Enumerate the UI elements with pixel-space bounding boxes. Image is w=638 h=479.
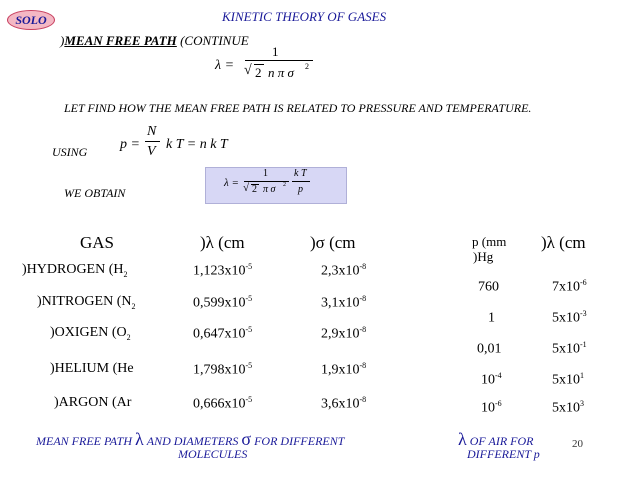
lambda-value: $0,666x10^{-5}$: [193, 395, 253, 412]
formula3-sqrt-icon: √: [243, 182, 250, 194]
formula3-numerator2: k T: [294, 168, 307, 179]
air-lambda-value: $5x10^1$: [552, 371, 584, 388]
sigma-header: )σ (cm: [310, 233, 356, 252]
lambda-value: $0,599x10^{-5}$: [193, 294, 253, 311]
air-lambda-value: $7x10^{-6}$: [552, 278, 587, 295]
formula2-rest: k T = n k T: [166, 137, 228, 152]
formula2-numerator: N: [147, 124, 157, 139]
sigma-value: $3,1x10^{-8}$: [321, 294, 367, 311]
formula2-lhs: p =: [120, 137, 140, 152]
formula1-power: 2: [305, 62, 309, 71]
lambda-value: $0,647x10^{-5}$: [193, 325, 253, 342]
sigma-value: $2,3x10^{-8}$: [321, 262, 367, 279]
formula1-lhs: λ =: [215, 58, 235, 73]
obtain-label: WE OBTAIN: [64, 186, 126, 200]
sigma-value: $3,6x10^{-8}$: [321, 395, 367, 412]
pressure-value: 1: [488, 310, 495, 326]
formula1-fraction-bar: [245, 60, 313, 61]
pressure-value: $10^{-4}$: [481, 371, 502, 388]
solo-badge: [7, 10, 55, 30]
page-title: KINETIC THEORY OF GASES: [222, 9, 387, 24]
subtitle-rest: (CONTINUE: [176, 33, 249, 48]
caption-left-line2: MOLECULES: [178, 447, 248, 461]
formula1-root: 2: [255, 65, 262, 80]
pressure-header-line2: )Hg: [473, 249, 494, 264]
air-lambda-header: )λ (cm: [541, 233, 586, 252]
pressure-value: $10^{-6}$: [481, 399, 502, 416]
lambda-value: $1,123x10^{-5}$: [193, 262, 253, 279]
formula3-lhs: λ =: [224, 177, 239, 189]
formula3-root: 2: [252, 184, 257, 195]
gas-name: )ARGON (Ar: [54, 395, 132, 410]
caption-right-line2: DIFFERENT p: [467, 447, 540, 461]
air-lambda-value: $5x10^{-3}$: [552, 309, 587, 326]
gas-header: GAS: [80, 233, 115, 252]
air-lambda-value: $5x10^3$: [552, 399, 584, 416]
formula3-denominator1: π σ: [263, 184, 276, 195]
solo-badge-label: SOLO: [15, 13, 47, 27]
gas-name: )HYDROGEN ($H_2$: [22, 262, 128, 279]
air-lambda-value: $5x10^{-1}$: [552, 340, 587, 357]
pressure-header-line1: p (mm: [472, 234, 507, 249]
lambda-symbol: λ: [135, 429, 144, 449]
intro-text: LET FIND HOW THE MEAN FREE PATH IS RELATED TO PRESSURE AND TEMPERATURE.: [64, 101, 532, 115]
caption-left: MEAN FREE PATH λ AND DIAMETERS σ FOR DIFFERENT: [36, 429, 345, 449]
formula2-denominator: V: [147, 144, 156, 159]
formula3-fraction-bar2: [292, 181, 310, 182]
formula3-power: 2: [283, 182, 286, 188]
sigma-value: $1,9x10^{-8}$: [321, 361, 367, 378]
formula3-numerator1: 1: [263, 168, 268, 179]
sigma-value: $2,9x10^{-8}$: [321, 325, 367, 342]
lambda-symbol: λ: [458, 429, 467, 449]
subtitle-main: MEAN FREE PATH: [64, 33, 177, 48]
pressure-value: 0,01: [477, 341, 502, 357]
caption-right: λ OF AIR FOR: [458, 429, 534, 449]
formula3-denominator2: p: [298, 184, 303, 195]
lambda-value: $1,798x10^{-5}$: [193, 361, 253, 378]
section-subtitle: [60, 33, 249, 49]
pressure-value: 760: [478, 279, 499, 295]
formula1-numerator: 1: [272, 44, 279, 59]
lambda-header: )λ (cm: [200, 233, 245, 252]
sigma-symbol: σ: [241, 429, 252, 449]
subtitle-number: ): [60, 33, 65, 48]
formula2-fraction-bar: [145, 141, 160, 142]
using-label: USING: [52, 145, 88, 159]
page-number: 20: [572, 438, 583, 450]
formula1-denominator: n π σ: [268, 65, 294, 80]
gas-name: )HELIUM (He: [50, 361, 134, 376]
formula1-sqrt-icon: √: [244, 63, 252, 78]
gas-name: )NITROGEN ($N_2$: [37, 294, 136, 311]
gas-name: )OXIGEN ($O_2$: [50, 325, 131, 342]
